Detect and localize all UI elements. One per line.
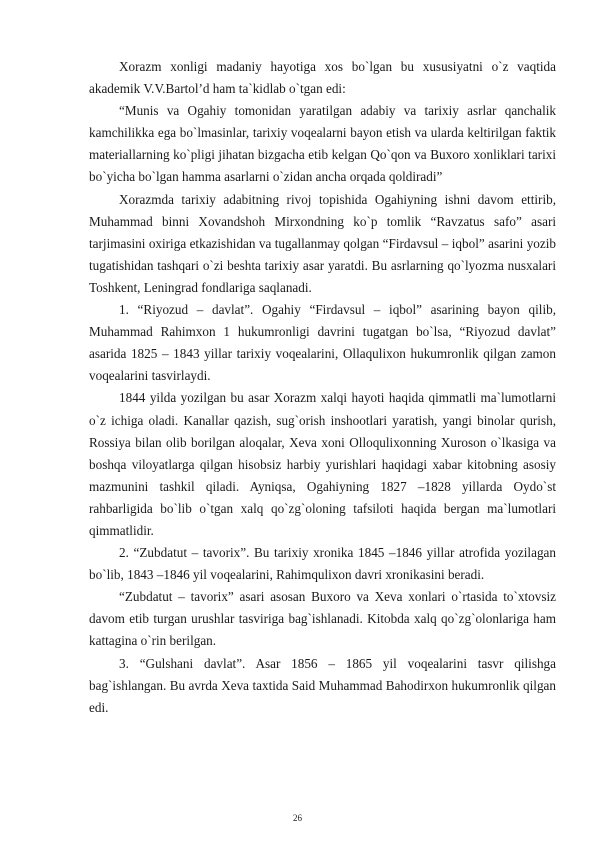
paragraph-gulshani-davlat: 3. “Gulshani davlat”. Asar 1856 – 1865 yil voqealarini tasvr qilishga bag`ishlangan. Bu avrda Xeva taxtida Said Muhammad Bahodirxon hukumronlik qilgan edi. (89, 655, 556, 715)
paragraph-zubdatut-tavorix: 2. “Zubdatut – tavorix”. Bu tarixiy xronika 1845 –1846 yillar atrofida yozilagan bo`lib, 1843 –1846 yil voqealarini, Rahimqulixon davri xronikasini beradi. (89, 545, 556, 583)
paragraph-riyozud-davlat: 1. “Riyozud – davlat”. Ogahiy “Firdavsul – iqbol” asarining bayon qilib, Muhammad Rahimxon 1 hukumronligi davrini tugatgan bo`lsa, “Riyozud davlat” asarida 1825 – 1843 yillar tarixiy voqealarini, Ollaqulixon hukumronlik qilgan zamon voqealarini tasvirlaydi. (89, 302, 556, 384)
paragraph-zubdatut-wars: “Zubdatut – tavorix” asari asosan Buxoro va Xeva xonlari o`rtasida to`xtovsiz davom etib turgan urushlar tasviriga bag`ishlanadi. Kitobda xalq qo`zg`olonlariga ham kattagina o`rin berilgan. (89, 589, 556, 649)
paragraph-ogahiy-works: Xorazmda tarixiy adabitning rivoj topishida Ogahiyning ishni davom ettirib, Muhammad binni Xovandshoh Mirxondning ko`p tomlik “Ravzatus safo” asari tarjimasini oxiriga etkazishidan va tugallanmay qolgan “Firdavsul – iqbol” asarini yozib tugatishidan tashqari o`zi beshta tarixiy asar yaratdi. Bu asrlarning qo`lyozma nusxalari Toshkent, Leningrad fondlariga saqlanadi. (89, 191, 556, 295)
document-body (89, 56, 556, 719)
paragraph-bartold-quote: “Munis va Ogahiy tomonidan yaratilgan adabiy va tarixiy asrlar qanchalik kamchilikka ega bo`lmasinlar, tarixiy voqealarni bayon etish va ularda keltirilgan faktik materiallarning ko`pligi jihatan bizgacha etib kelgan Qo`qon va Buxoro xonliklari tarixi bo`yicha bo`lgan hamma asarlarni o`zidan ancha orqada qoldiradi” (89, 103, 556, 185)
paragraph-bartold-intro: Xorazm xonligi madaniy hayotiga xos bo`lgan bu xususiyatni o`z vaqtida akademik V.V.Bartol’d ham ta`kidlab o`tgan edi: (89, 59, 556, 97)
page-number: 26 (293, 813, 302, 823)
paragraph-1844-content: 1844 yilda yozilgan bu asar Xorazm xalqi hayoti haqida qimmatli ma`lumotlarni o`z ichiga oladi. Kanallar qazish, sug`orish inshootlari yaratish, yangi binolar qurish, Rossiya bilan olib borilgan aloqalar, Xeva xoni Olloqulixonning Xuroson o`lkasiga va boshqa viloyatlarga qilgan hisobsiz harbiy yurishlari haqidagi xabar kitobning asosiy mazmunini tashkil qiladi. Ayniqsa, Ogahiyning 1827 –1828 yillarda Oydo`st rahbarligida bo`lib o`tgan xalq qo`zg`oloning tafsiloti haqida bergan ma`lumotlari qimmatlidir. (89, 390, 556, 538)
